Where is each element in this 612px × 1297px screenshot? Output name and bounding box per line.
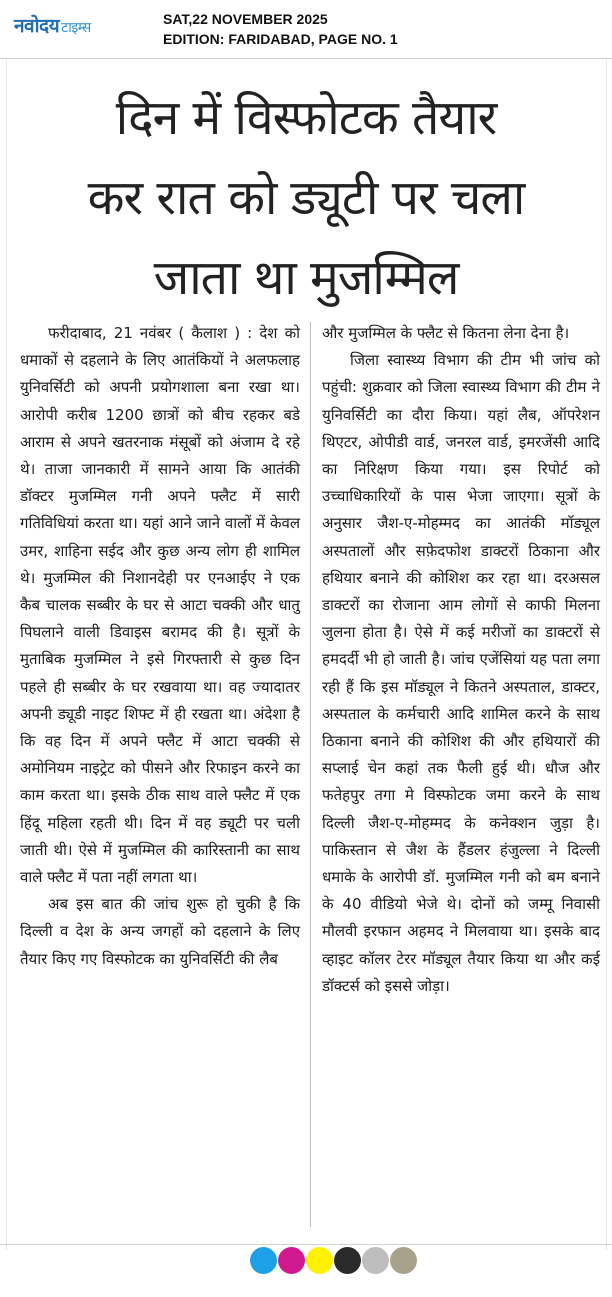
right-paragraph-1: और मुजम्मिल के फ्लैट से कितना लेना देना है।: [322, 324, 570, 342]
issue-date: SAT,22 NOVEMBER 2025: [163, 11, 328, 27]
logo-main-text: नवोदय: [14, 15, 60, 37]
page-edge-rule-right: [606, 60, 607, 1250]
edition-page: EDITION: FARIDABAD, PAGE NO. 1: [163, 31, 398, 47]
swatch-khaki: [390, 1247, 417, 1274]
article-column-right: [322, 320, 600, 1000]
article-column-left: [20, 320, 300, 973]
headline-line-3: जाता था मुजम्मिल: [153, 250, 459, 306]
column-divider: [310, 322, 311, 1227]
swatch-cyan: [250, 1247, 277, 1274]
swatch-magenta: [278, 1247, 305, 1274]
left-paragraph-2: अब इस बात की जांच शुरू हो चुकी है कि दिल्ली व देश के अन्य जगहों को दहलाने के लिए तैयार किए गए विस्फोटक का युनिवर्सिटी की लैब: [20, 895, 300, 968]
headline-line-2: कर रात को ड्यूटी पर चला: [87, 170, 525, 226]
edition-info: [163, 9, 398, 49]
color-registration-marks: [250, 1247, 417, 1275]
article-headline: [20, 78, 592, 318]
logo-sub-text: टाइम्स: [61, 20, 91, 36]
footer-rule: [0, 1244, 612, 1245]
left-paragraph-1: फरीदाबाद, 21 नवंबर ( कैलाश ) : देश को धमाकों से दहलाने के लिए आतंकियों ने अलफलाह युनिवर्सिटी को अपनी प्रयोगशाला बना रखा था। आरोपी करीब 1200 छात्रों को बीच रहकर बडे आराम से अपने खतरनाक मंसूबों को अंजाम दे रहे थे। ताजा जानकारी में सामने आया कि आतंकी डॉक्टर मुजम्मिल गनी अपने फ्लैट में सारी गतिविधियां करता था। यहां आने जाने वालों में केवल उमर, शाहिना सईद और कुछ अन्य लोग ही शामिल थे। मुजम्मिल की निशानदेही पर एनआईए ने एक कैब चालक सब्बीर के घर से आटा चक्की और धातु पिघलाने वाली डिवाइस बरामद की है। सूत्रों के मुताबिक मुजम्मिल ने इसे गिरफ्तारी से कुछ दिन पहले ही सब्बीर के घर रखवाया था। वह ज्यादातर अपनी ड्यूडी नाइट शिफ्ट में ही रखता था। अंदेशा है कि वह दिन में अपने फ्लैट में आटा चक्की से अमोनियम नाइट्रेट को पीसने और रिफाइन करने का काम करता था। इसके ठीक साथ वाले फ्लैट में एक हिंदू महिला रहती थी। दिन में वह ड्यूटी पर चली जाती थी। ऐसे में मुजम्मिल की कारिस्तानी का साथ वाले फ्लैट में पता नहीं लगता था।: [20, 324, 300, 887]
masthead: [0, 0, 612, 59]
newspaper-logo[interactable]: [14, 12, 91, 38]
swatch-black: [334, 1247, 361, 1274]
right-paragraph-2: जिला स्वास्थ्य विभाग की टीम भी जांच को पहुंची: शुक्रवार को जिला स्वास्थ्य विभाग की टीम ने युनिवर्सिटी का दौरा किया। यहां लैब, ऑपरेशन थिएटर, ओपीडी वार्ड, जनरल वार्ड, इमरजेंसी आदि का निरिक्षण किया गया। इस रिपोर्ट को उच्चाधिकारियों के पास भेजा जाएगा। सूत्रों के अनुसार जैश-ए-मोहम्मद का आतंकी मॉड्यूल अस्पतालों और सफ़ेदफोश डाक्टरों ठिकाना और हथियार बनाने की कोशिश कर रहा था। दरअसल डाक्टरों का रोजाना आम लोगों से काफी मिलना जुलना होता है। ऐसे में कई मरीजों का डाक्टरों से हमदर्दी भी हो जाती है। जांच एजेंसियां यह पता लगा रही हैं कि इस मॉड्यूल ने कितने अस्पताल, डाक्टर, अस्पताल के कर्मचारी आदि शामिल करने के साथ ठिकाना बनाने की कोशिश की और हथियारों की सप्लाई चेन कहां तक फैली हुई थी। धौज और फतेहपुर तगा मे विस्फोटक जमा करने के साथ दिल्ली जैश-ए-मोहम्मद के कनेक्शन जुड़ा है। पाकिस्तान से जैश के हैंडलर हंजुल्ला ने दिल्ली धमाके के आरोपी डॉ. मुजम्मिल गनी को बम बनाने के 40 वीडियो भेजे थे। दोनों को जम्मू निवासी मौलवी इरफान अहमद ने मिलवाया था। इसके बाद व्हाइट कॉलर टेरर मॉड्यूल तैयार किया था और कई डॉक्टर्स को इससे जोड़ा।: [322, 351, 600, 995]
swatch-gray: [362, 1247, 389, 1274]
headline-line-1: दिन में विस्फोटक तैयार: [115, 90, 497, 146]
swatch-yellow: [306, 1247, 333, 1274]
page-edge-rule-left: [6, 60, 7, 1250]
